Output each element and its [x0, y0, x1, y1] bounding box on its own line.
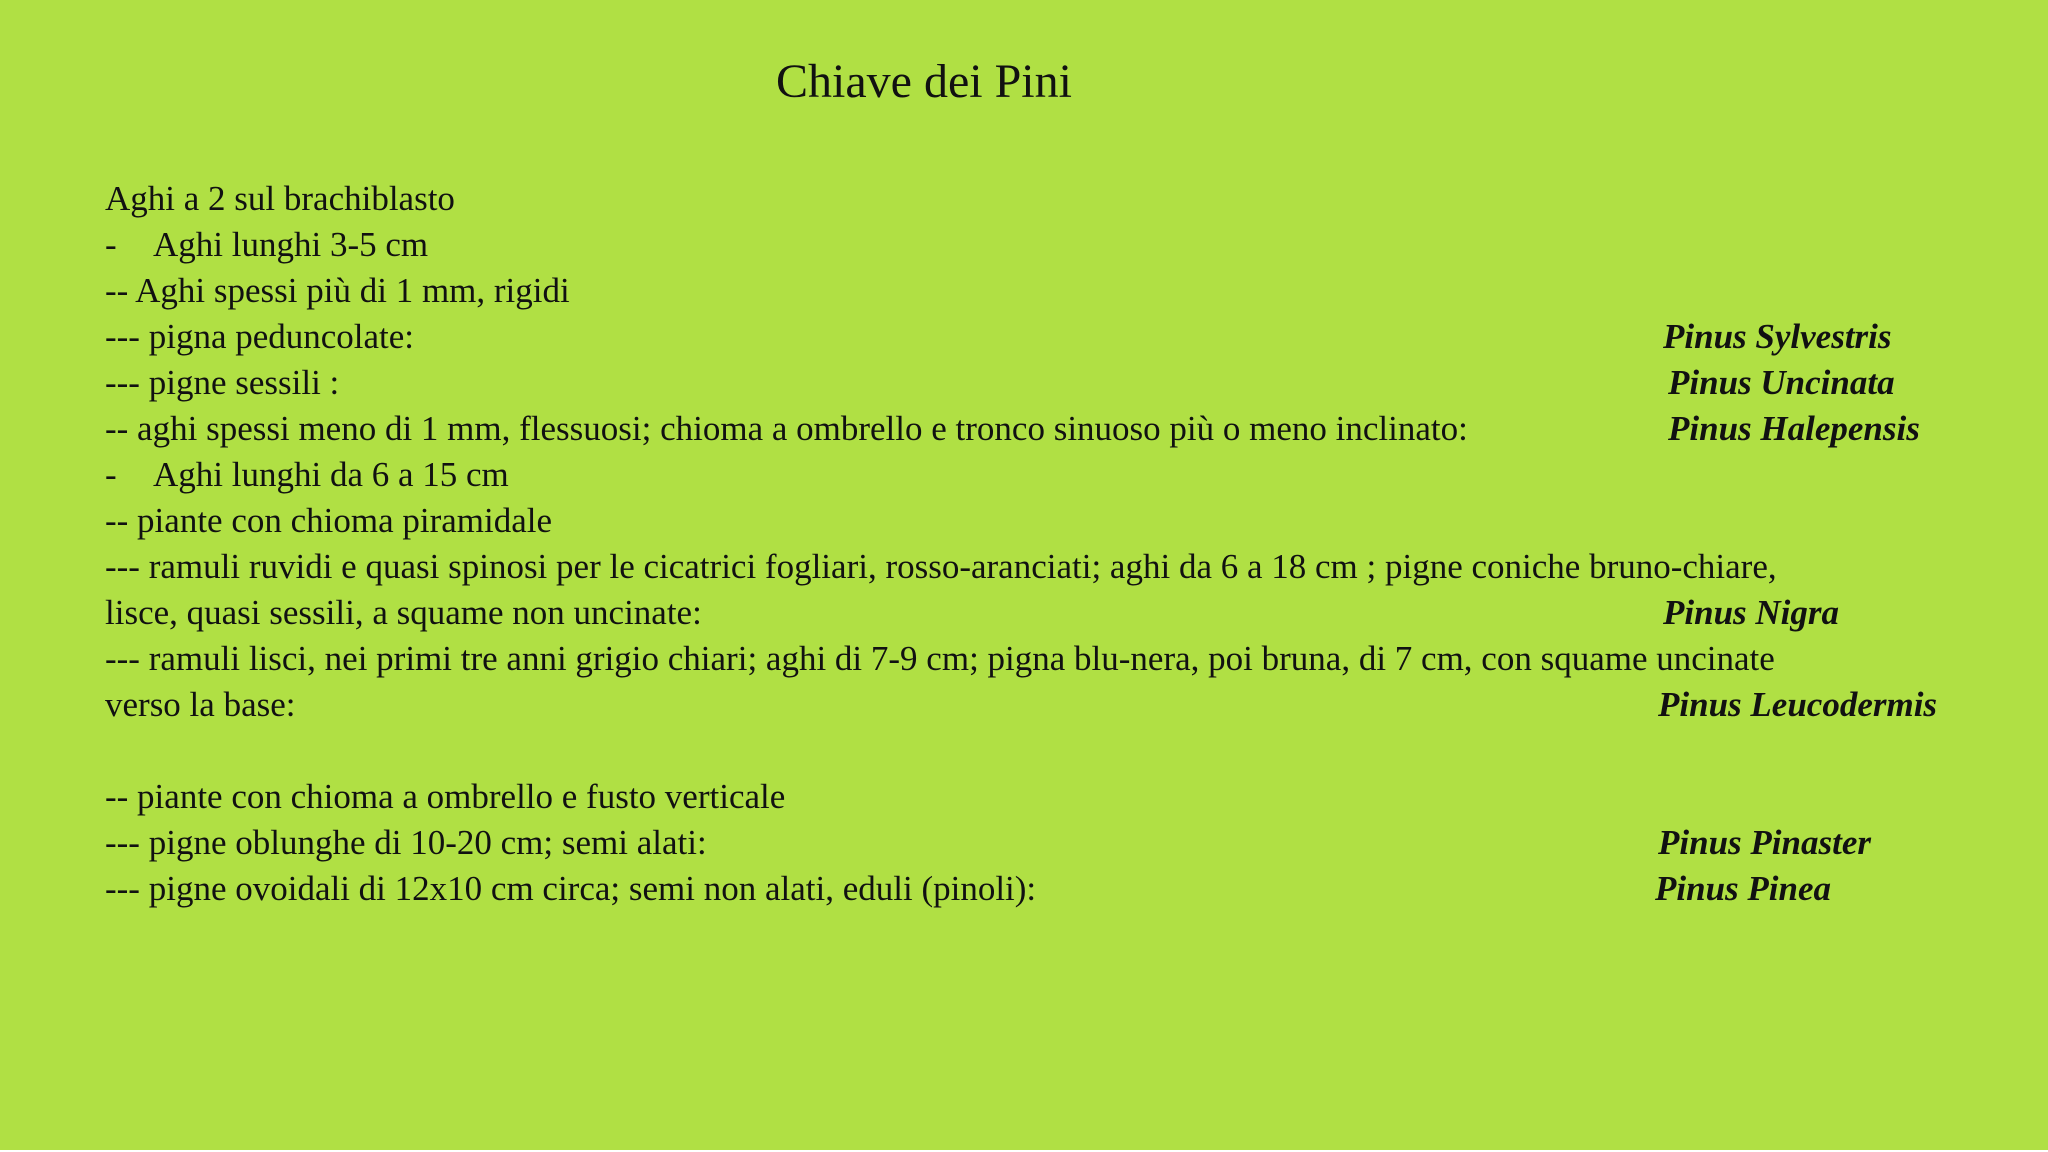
slide-title: Chiave dei Pini: [776, 55, 1072, 108]
key-line-oblong-cones: --- pigne oblunghe di 10-20 cm; semi alati:: [105, 823, 707, 862]
species-pinus-pinea: Pinus Pinea: [1655, 869, 1832, 908]
key-line-pyramidal-crown: -- piante con chioma piramidale: [105, 501, 553, 540]
key-line-rough-twigs-cont: lisce, quasi sessili, a squame non uncinate:: [105, 593, 702, 632]
key-line-text: Aghi lunghi da 6 a 15 cm: [153, 455, 509, 494]
key-line-sessile-cones: --- pigne sessili :: [105, 363, 340, 402]
key-line-smooth-twigs: --- ramuli lisci, nei primi tre anni grigio chiari; aghi di 7-9 cm; pigna blu-nera, poi bruna, di 7 cm, con squame uncinate: [105, 639, 1775, 678]
key-line-text: Aghi lunghi 3-5 cm: [153, 225, 429, 264]
key-line-ovoid-cones: --- pigne ovoidali di 12x10 cm circa; semi non alati, eduli (pinoli):: [105, 869, 1037, 908]
key-line-needles-3-5cm: [105, 223, 428, 267]
bullet-dash: -: [105, 225, 117, 264]
key-line-rough-twigs: --- ramuli ruvidi e quasi spinosi per le cicatrici fogliari, rosso-aranciati; aghi da 6 a 18 cm ; pigne coniche bruno-chiare,: [105, 547, 1777, 586]
species-pinus-nigra: Pinus Nigra: [1663, 593, 1840, 632]
key-line-needles-2: Aghi a 2 sul brachiblasto: [105, 179, 455, 218]
key-line-thick-needles: -- Aghi spessi più di 1 mm, rigidi: [105, 271, 570, 310]
bullet-dash: -: [105, 455, 117, 494]
species-pinus-pinaster: Pinus Pinaster: [1658, 823, 1871, 862]
species-pinus-sylvestris: Pinus Sylvestris: [1663, 317, 1892, 356]
species-pinus-halepensis: Pinus Halepensis: [1668, 409, 1920, 448]
species-pinus-uncinata: Pinus Uncinata: [1668, 363, 1895, 402]
key-line-smooth-twigs-cont: verso la base:: [105, 685, 296, 724]
key-line-umbrella-crown: -- piante con chioma a ombrello e fusto verticale: [105, 777, 786, 816]
key-line-needles-6-15cm: [105, 453, 509, 497]
key-line-pedunculate-cones: --- pigna peduncolate:: [105, 317, 415, 356]
species-pinus-leucodermis: Pinus Leucodermis: [1658, 685, 1938, 724]
key-line-thin-needles: -- aghi spessi meno di 1 mm, flessuosi; chioma a ombrello e tronco sinuoso più o meno inclinato:: [105, 409, 1468, 448]
